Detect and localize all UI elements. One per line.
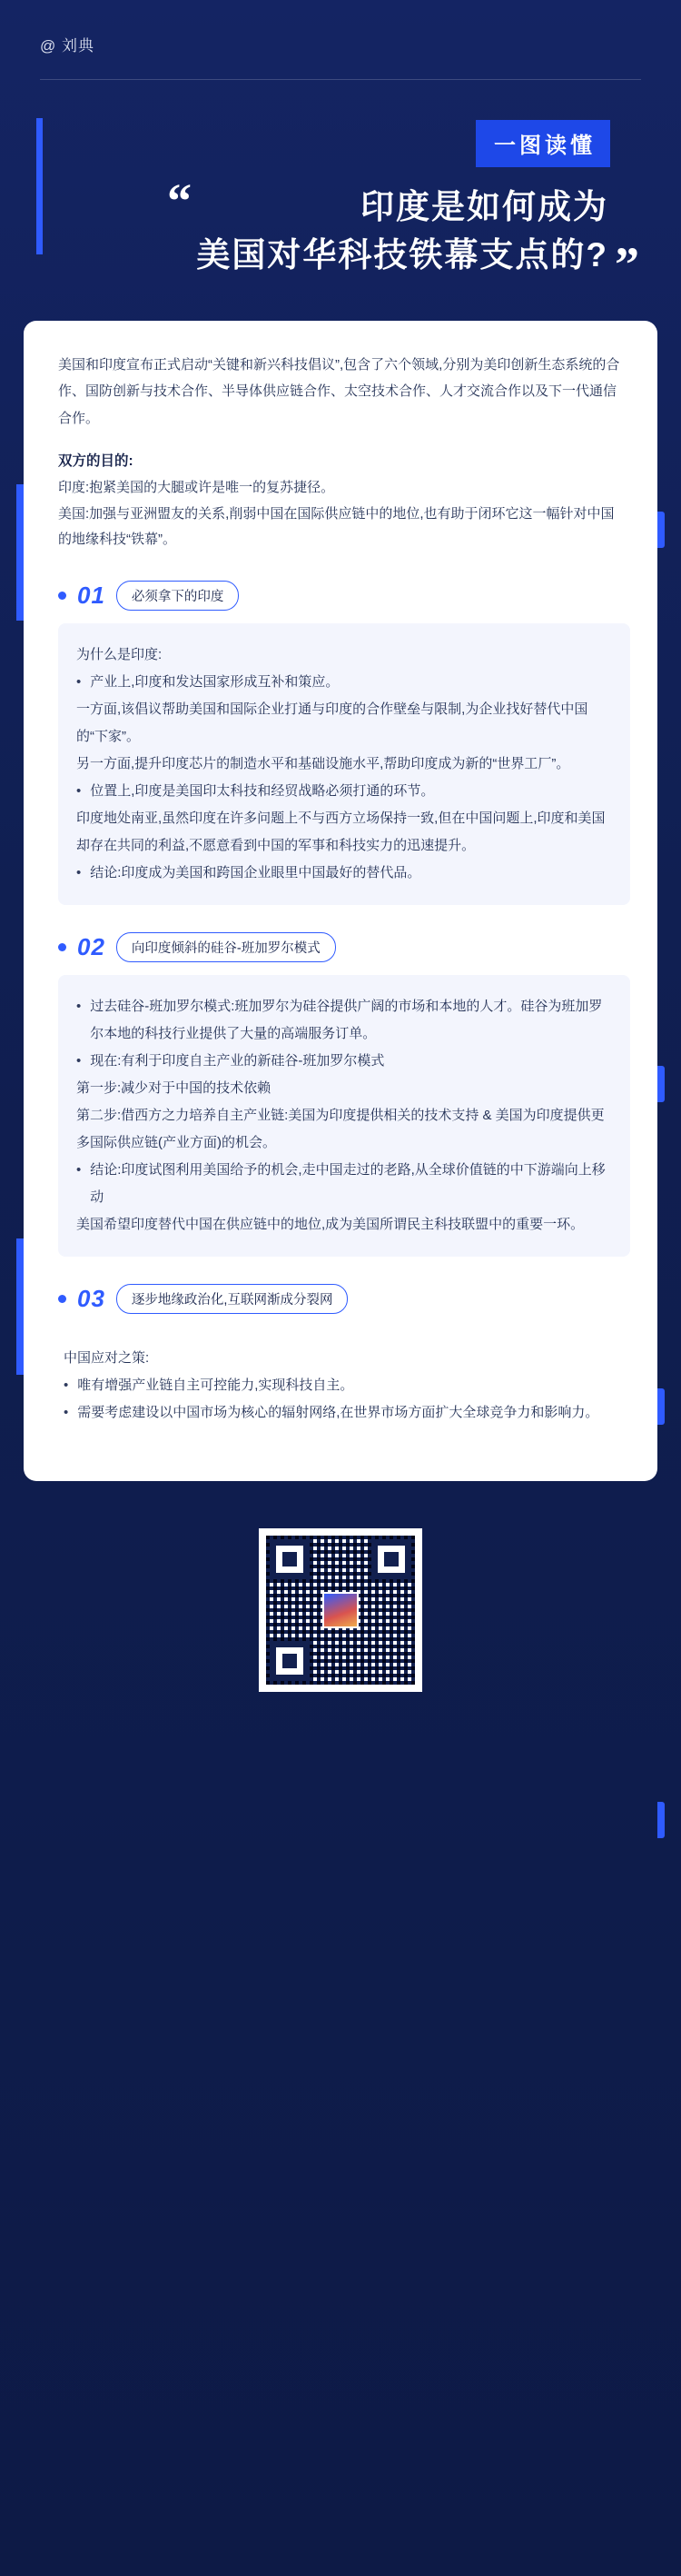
- section-03-line-2-text: 需要考虑建设以中国市场为核心的辐射网络,在世界市场方面扩大全球竞争力和影响力。: [77, 1404, 599, 1420]
- section-02-line-0-text: 过去硅谷-班加罗尔模式:班加罗尔为硅谷提供广阔的市场和本地的人才。硅谷为班加罗尔本地的科技行业提供了大量的高端服务订单。: [90, 998, 603, 1041]
- list-bullet-icon: •: [76, 673, 82, 690]
- section-02-line-4: [76, 1157, 612, 1211]
- badge-row: [60, 120, 645, 167]
- qr-finder-bottom-left-icon: [270, 1641, 310, 1681]
- section-02-line-5: 美国希望印度替代中国在供应链中的地位,成为美国所谓民主科技联盟中的重要一环。: [76, 1216, 585, 1232]
- right-accent-tab-2: [657, 1066, 665, 1102]
- section-01-line-3: 另一方面,提升印度芯片的制造水平和基础设施水平,帮助印度成为新的“世界工厂”。: [76, 755, 570, 771]
- section-02-line-1: [76, 1048, 612, 1075]
- section-02-line-2: 第一步:减少对于中国的技术依赖: [76, 1079, 271, 1096]
- section-02-line-1-text: 现在:有利于印度自主产业的新硅谷-班加罗尔模式: [90, 1052, 385, 1069]
- section-03-body: [58, 1327, 630, 1445]
- section-01-header: [58, 581, 630, 611]
- section-03-line-1-text: 唯有增强产业链自主可控能力,实现科技自主。: [77, 1377, 354, 1393]
- title-accent-bar: [36, 118, 43, 254]
- section-01-line-6: [76, 860, 612, 887]
- author-handle: @ 刘典: [40, 37, 94, 55]
- section-03-line-2: [64, 1399, 625, 1427]
- section-03-title: 逐步地缘政治化,互联网渐成分裂网: [116, 1284, 349, 1314]
- list-bullet-icon: •: [76, 1052, 82, 1069]
- content-card: [24, 321, 657, 1480]
- section-03-number: 03: [77, 1284, 105, 1312]
- section-03-line-1: [64, 1372, 625, 1399]
- right-accent-tab-4: [657, 1802, 665, 1838]
- section-03-header: [58, 1284, 630, 1314]
- section-01-line-1-text: 产业上,印度和发达国家形成互补和策应。: [90, 673, 340, 690]
- list-bullet-icon: •: [76, 1161, 82, 1178]
- section-02: [51, 932, 630, 1257]
- bullet-dot-icon: [58, 943, 66, 951]
- qr-code-container[interactable]: [259, 1528, 422, 1692]
- section-01-line-5: 印度地处南亚,虽然印度在许多问题上不与西方立场保持一致,但在中国问题上,印度和美国却存在共同的利益,不愿意看到中国的军事和科技实力的迅速提升。: [76, 810, 606, 853]
- read-in-one-image-badge: 一图读懂: [476, 120, 610, 167]
- purpose-us: 美国:加强与亚洲盟友的关系,削弱中国在国际供应链中的地位,也有助于闭环它这一幅针对中国的地缘科技“铁幕”。: [58, 505, 615, 548]
- section-02-body: [58, 975, 630, 1257]
- list-bullet-icon: •: [76, 782, 82, 799]
- title-block: [36, 111, 645, 304]
- purpose-title: 双方的目的:: [58, 453, 133, 469]
- left-accent-tab-1: [16, 484, 24, 621]
- section-01-line-0: 为什么是印度:: [76, 646, 163, 662]
- header-divider: [40, 79, 641, 80]
- section-02-line-4-text: 结论:印度试图利用美国给予的机会,走中国走过的老路,从全球价值链的中下游端向上移动: [90, 1161, 606, 1205]
- left-accent-tab-2: [16, 1238, 24, 1375]
- list-bullet-icon: •: [64, 1404, 69, 1420]
- qr-code[interactable]: [266, 1536, 415, 1685]
- quote-close-mark: ”: [615, 237, 639, 292]
- quote-open-mark: “: [167, 174, 192, 228]
- right-accent-tab-1: [657, 512, 665, 548]
- list-bullet-icon: •: [76, 864, 82, 880]
- list-bullet-icon: •: [76, 998, 82, 1014]
- qr-finder-top-left-icon: [270, 1539, 310, 1579]
- bullet-dot-icon: [58, 1295, 66, 1303]
- section-02-number: 02: [77, 932, 105, 960]
- purpose-india: 印度:抱紧美国的大腿或许是唯一的复苏捷径。: [58, 480, 335, 496]
- section-01-title: 必须拿下的印度: [116, 581, 240, 611]
- section-02-header: [58, 932, 630, 962]
- section-01: [51, 581, 630, 905]
- headline-line-2: 美国对华科技铁幕支点的?: [196, 235, 608, 274]
- section-01-line-4: [76, 778, 612, 805]
- list-bullet-icon: •: [64, 1377, 69, 1393]
- section-01-line-1: [76, 669, 612, 696]
- qr-center-avatar: [322, 1592, 359, 1628]
- section-03: [51, 1284, 630, 1445]
- headline: [60, 174, 645, 292]
- section-02-title: 向印度倾斜的硅谷-班加罗尔模式: [116, 932, 336, 962]
- intro-paragraph: 美国和印度宣布正式启动“关键和新兴科技倡议”,包含了六个领域,分别为美印创新生态系统的合作、国防创新与技术合作、半导体供应链合作、太空技术合作、人才交流合作以及下一代通信合作。: [58, 357, 620, 426]
- section-01-line-6-text: 结论:印度成为美国和跨国企业眼里中国最好的替代品。: [90, 864, 421, 880]
- bullet-dot-icon: [58, 592, 66, 600]
- section-02-line-0: [76, 993, 612, 1048]
- intro-block: [51, 348, 630, 552]
- right-accent-tab-3: [657, 1388, 665, 1425]
- section-01-body: [58, 623, 630, 905]
- qr-finder-top-right-icon: [371, 1539, 411, 1579]
- top-bar: [0, 0, 681, 65]
- section-01-line-2: 一方面,该倡议帮助美国和国际企业打通与印度的合作壁垒与限制,为企业找好替代中国的“下家”。: [76, 701, 588, 744]
- section-02-line-3: 第二步:借西方之力培养自主产业链:美国为印度提供相关的技术支持 & 美国为印度提供更多国际供应链(产业方面)的机会。: [76, 1107, 605, 1150]
- section-01-line-4-text: 位置上,印度是美国印太科技和经贸战略必须打通的环节。: [90, 782, 435, 799]
- section-03-line-0: 中国应对之策:: [64, 1349, 150, 1366]
- headline-line-1: 印度是如何成为: [360, 188, 608, 225]
- section-01-number: 01: [77, 581, 105, 609]
